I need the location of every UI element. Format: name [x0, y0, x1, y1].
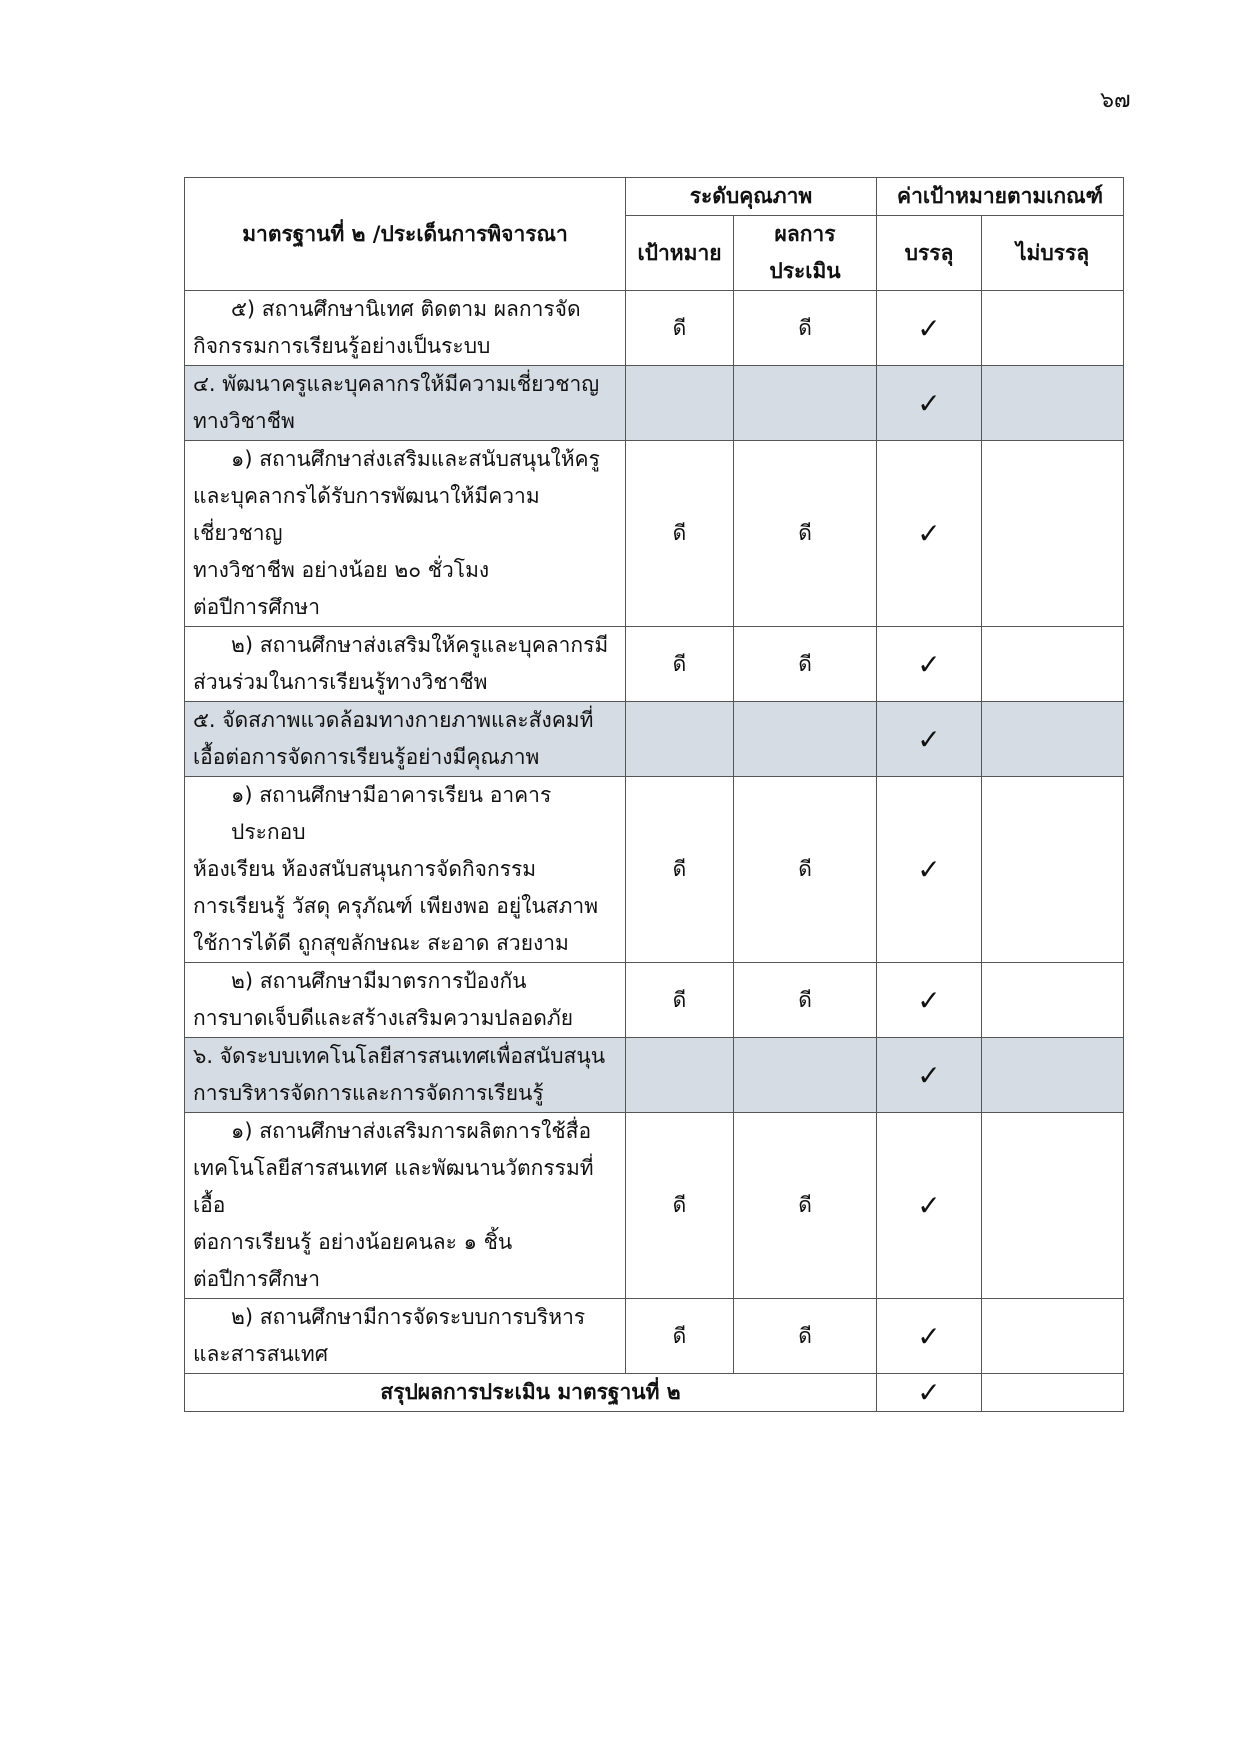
- criterion-line: ๑) สถานศึกษาส่งเสริมการผลิตการใช้สื่อ: [231, 1119, 592, 1143]
- result-cell: ดี: [734, 441, 877, 627]
- summary-achieved-check: ✓: [877, 1374, 982, 1412]
- achieved-check: ✓: [877, 291, 982, 366]
- result-cell: [734, 366, 877, 441]
- achieved-check: ✓: [877, 366, 982, 441]
- criterion-line: และบุคลากรได้รับการพัฒนาให้มีความเชี่ยวชาญ: [193, 484, 540, 545]
- target-cell: ดี: [626, 1113, 734, 1299]
- target-cell: ดี: [626, 777, 734, 963]
- criterion-line: ๕) สถานศึกษานิเทศ ติดตาม ผลการจัด: [231, 297, 581, 321]
- criterion-line: ต่อปีการศึกษา: [193, 1267, 321, 1291]
- achieved-check: ✓: [877, 627, 982, 702]
- section-row: [185, 702, 1124, 777]
- criterion-text: [185, 1113, 626, 1299]
- criterion-line: เอื้อต่อการจัดการเรียนรู้อย่างมีคุณภาพ: [193, 745, 540, 769]
- achieved-check: ✓: [877, 777, 982, 963]
- criterion-row: [185, 963, 1124, 1038]
- not-achieved-cell: [982, 366, 1124, 441]
- header-not-achieved: ไม่บรรลุ: [982, 216, 1124, 291]
- criterion-text: [185, 1299, 626, 1374]
- header-result: ผลการ ประเมิน: [734, 216, 877, 291]
- target-cell: ดี: [626, 1299, 734, 1374]
- achieved-check: ✓: [877, 441, 982, 627]
- criterion-line: ทางวิชาชีพ: [193, 409, 295, 433]
- target-cell: [626, 1038, 734, 1113]
- criterion-line: ใช้การได้ดี ถูกสุขลักษณะ สะอาด สวยงาม: [193, 931, 569, 955]
- achieved-check: ✓: [877, 1113, 982, 1299]
- criterion-row: [185, 1113, 1124, 1299]
- criterion-line: และสารสนเทศ: [193, 1342, 329, 1366]
- criterion-line: ๕. จัดสภาพแวดล้อมทางกายภาพและสังคมที่: [193, 708, 594, 732]
- criterion-text: [185, 366, 626, 441]
- result-cell: [734, 702, 877, 777]
- criterion-text: [185, 702, 626, 777]
- not-achieved-cell: [982, 1299, 1124, 1374]
- result-cell: ดี: [734, 291, 877, 366]
- criterion-line: ต่อปีการศึกษา: [193, 595, 321, 619]
- criterion-text: [185, 777, 626, 963]
- criterion-row: [185, 1299, 1124, 1374]
- not-achieved-cell: [982, 627, 1124, 702]
- criterion-line: ห้องเรียน ห้องสนับสนุนการจัดกิจกรรม: [193, 857, 537, 881]
- criterion-line: ๒) สถานศึกษามีมาตรการป้องกัน: [231, 969, 527, 993]
- summary-row: [185, 1374, 1124, 1412]
- criterion-line: ๒) สถานศึกษามีการจัดระบบการบริหาร: [231, 1305, 586, 1329]
- not-achieved-cell: [982, 291, 1124, 366]
- achieved-check: ✓: [877, 1038, 982, 1113]
- criterion-row: [185, 627, 1124, 702]
- criterion-text: [185, 441, 626, 627]
- result-cell: [734, 1038, 877, 1113]
- summary-not-achieved: [982, 1374, 1124, 1412]
- criterion-line: เทคโนโลยีสารสนเทศ และพัฒนานวัตกรรมที่เอื้อ: [193, 1156, 594, 1217]
- criterion-line: ๒) สถานศึกษาส่งเสริมให้ครูและบุคลากรมี: [231, 633, 609, 657]
- criterion-row: [185, 777, 1124, 963]
- criterion-line: กิจกรรมการเรียนรู้อย่างเป็นระบบ: [193, 334, 491, 358]
- criterion-line: ๖. จัดระบบเทคโนโลยีสารสนเทศเพื่อสนับสนุน: [193, 1044, 606, 1068]
- criterion-text: [185, 1038, 626, 1113]
- header-target: เป้าหมาย: [626, 216, 734, 291]
- header-achieved: บรรลุ: [877, 216, 982, 291]
- header-quality-level: ระดับคุณภาพ: [626, 178, 877, 216]
- section-row: [185, 1038, 1124, 1113]
- result-cell: ดี: [734, 777, 877, 963]
- criterion-text: [185, 627, 626, 702]
- target-cell: ดี: [626, 963, 734, 1038]
- not-achieved-cell: [982, 441, 1124, 627]
- achieved-check: ✓: [877, 963, 982, 1038]
- criterion-line: ต่อการเรียนรู้ อย่างน้อยคนละ ๑ ชิ้น: [193, 1230, 513, 1254]
- page-number: ๖๗: [1100, 88, 1131, 113]
- summary-label: สรุปผลการประเมิน มาตรฐานที่ ๒: [185, 1374, 877, 1412]
- header-standard: มาตรฐานที่ ๒ /ประเด็นการพิจารณา: [185, 178, 626, 291]
- target-cell: ดี: [626, 627, 734, 702]
- criterion-line: ส่วนร่วมในการเรียนรู้ทางวิชาชีพ: [193, 670, 488, 694]
- section-row: [185, 366, 1124, 441]
- criterion-line: การเรียนรู้ วัสดุ ครุภัณฑ์ เพียงพอ อยู่ในสภาพ: [193, 894, 599, 918]
- not-achieved-cell: [982, 777, 1124, 963]
- not-achieved-cell: [982, 702, 1124, 777]
- criterion-text: [185, 291, 626, 366]
- criterion-line: การบาดเจ็บดีและสร้างเสริมความปลอดภัย: [193, 1006, 574, 1030]
- target-cell: [626, 366, 734, 441]
- result-cell: ดี: [734, 627, 877, 702]
- achieved-check: ✓: [877, 702, 982, 777]
- header-target-by-criteria: ค่าเป้าหมายตามเกณฑ์: [877, 178, 1124, 216]
- not-achieved-cell: [982, 1113, 1124, 1299]
- criterion-row: [185, 291, 1124, 366]
- result-cell: ดี: [734, 1113, 877, 1299]
- criterion-row: [185, 441, 1124, 627]
- criterion-line: ๑) สถานศึกษาส่งเสริมและสนับสนุนให้ครู: [231, 447, 600, 471]
- criterion-line: ๔. พัฒนาครูและบุคลากรให้มีความเชี่ยวชาญ: [193, 372, 600, 396]
- result-cell: ดี: [734, 963, 877, 1038]
- criterion-line: ทางวิชาชีพ อย่างน้อย ๒๐ ชั่วโมง: [193, 558, 490, 582]
- evaluation-table: [184, 177, 1124, 1412]
- criterion-line: การบริหารจัดการและการจัดการเรียนรู้: [193, 1081, 544, 1105]
- target-cell: ดี: [626, 291, 734, 366]
- achieved-check: ✓: [877, 1299, 982, 1374]
- target-cell: ดี: [626, 441, 734, 627]
- not-achieved-cell: [982, 1038, 1124, 1113]
- not-achieved-cell: [982, 963, 1124, 1038]
- criterion-line: ๑) สถานศึกษามีอาคารเรียน อาคารประกอบ: [231, 783, 552, 844]
- target-cell: [626, 702, 734, 777]
- result-cell: ดี: [734, 1299, 877, 1374]
- criterion-text: [185, 963, 626, 1038]
